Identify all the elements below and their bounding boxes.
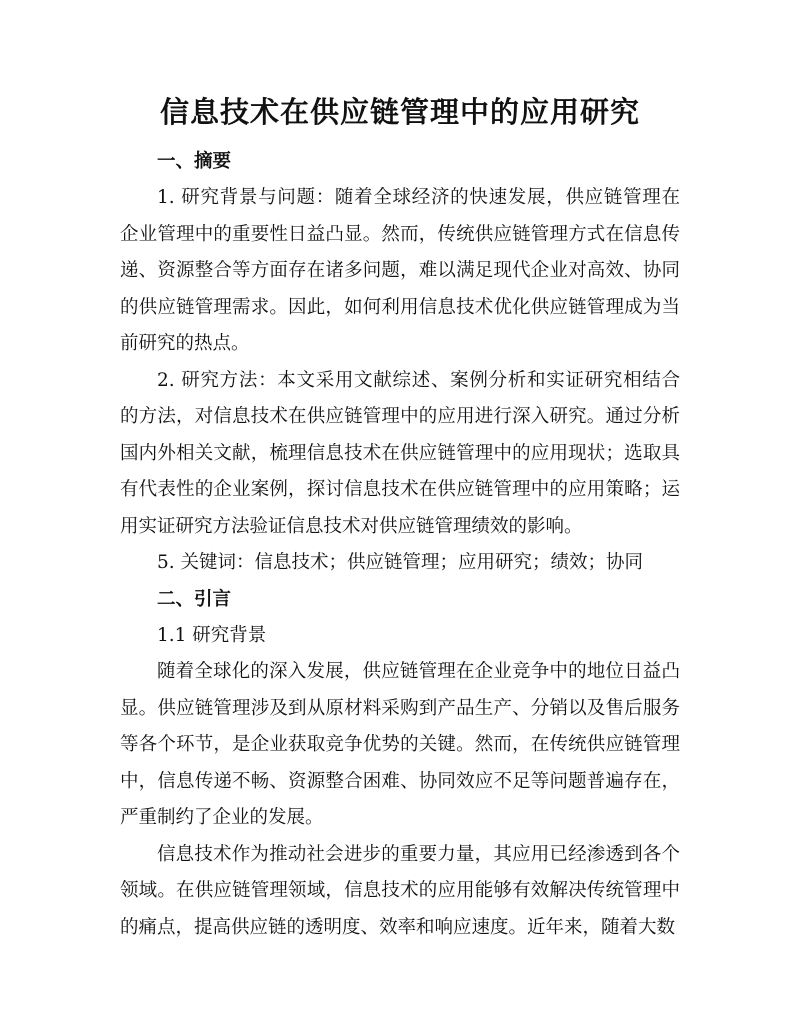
- section-heading-abstract: 一、摘要: [157, 151, 232, 172]
- document-title: 信息技术在供应链管理中的应用研究: [159, 95, 640, 129]
- document-body: [120, 144, 680, 946]
- subsection-heading-background: 1.1 研究背景: [157, 624, 267, 646]
- paragraph-intro-2: 信息技术作为推动社会进步的重要力量，其应用已经渗透到各个领域。在供应链管理领域，信息技术的应用能够有效解决传统管理中的痛点，提高供应链的透明度、效率和响应速度。近年来，随着大数: [120, 843, 680, 938]
- paragraph-research-background: 1. 研究背景与问题：随着全球经济的快速发展，供应链管理在企业管理中的重要性日益凸显。然而，传统供应链管理方式在信息传递、资源整合等方面存在诸多问题，难以满足现代企业对高效、协同的供应链管理需求。因此，如何利用信息技术优化供应链管理成为当前研究的热点。: [120, 187, 680, 354]
- paragraph-intro-1: 随着全球化的深入发展，供应链管理在企业竞争中的地位日益凸显。供应链管理涉及到从原材料采购到产品生产、分销以及售后服务等各个环节，是企业获取竞争优势的关键。然而，在传统供应链管理中，信息传递不畅、资源整合困难、协同效应不足等问题普遍存在，严重制约了企业的发展。: [120, 661, 680, 828]
- section-heading-introduction: 二、引言: [157, 588, 232, 610]
- paragraph-research-method: 2. 研究方法：本文采用文献综述、案例分析和实证研究相结合的方法，对信息技术在供应链管理中的应用进行深入研究。通过分析国内外相关文献，梳理信息技术在供应链管理中的应用现状；选取具有代表性的企业案例，探讨信息技术在供应链管理中的应用策略；运用实证研究方法验证信息技术对供应链管理绩效的影响。: [120, 369, 680, 537]
- keywords-line: 5. 关键词：信息技术；供应链管理；应用研究；绩效；协同: [157, 552, 644, 573]
